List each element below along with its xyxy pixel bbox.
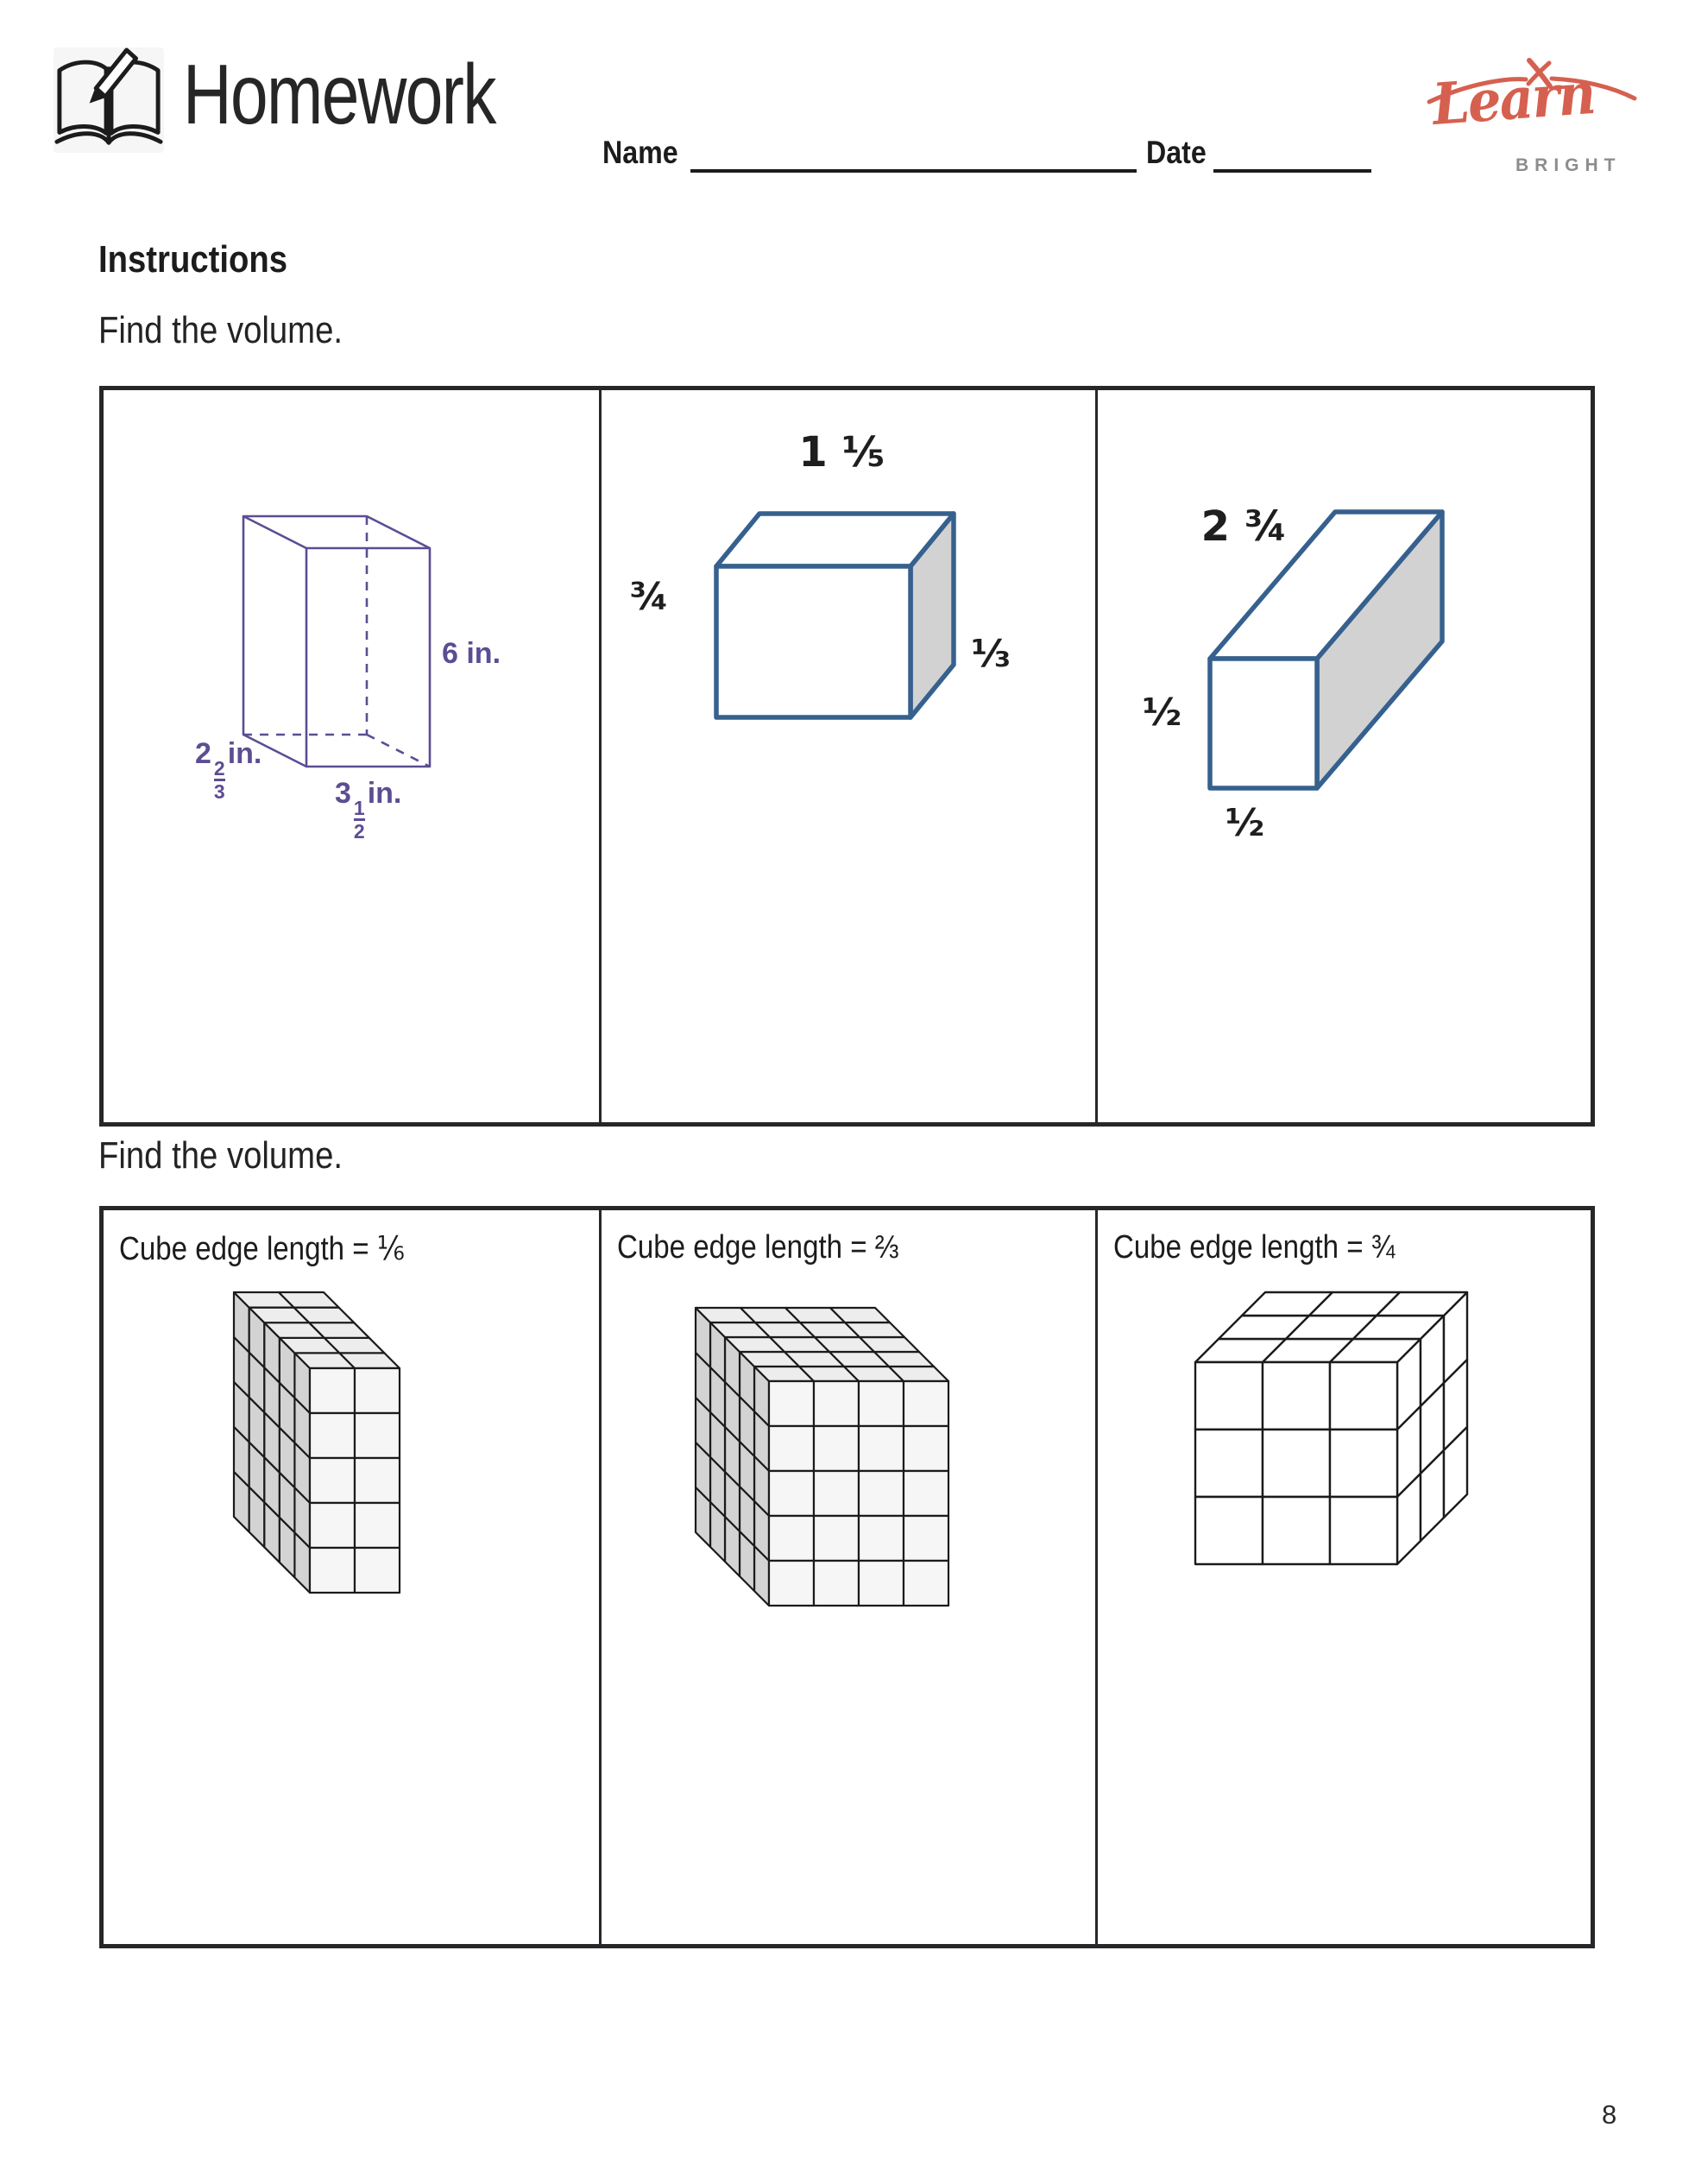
prism3-bottom-label: ½ [1225,801,1265,845]
instructions-heading: Instructions [98,238,288,281]
prism2-top-label: 1 ⅕ [798,428,885,477]
prism-cell-2 [599,390,1094,1122]
book-pencil-icon-svg [54,47,164,153]
task-text-2: Find the volume. [98,1134,343,1177]
unit-cube-figure-1 [231,1290,402,1600]
blue-box-prism-figure [602,390,1098,1124]
cube-header-3: Cube edge length = ¾ [1112,1229,1395,1266]
cube-block-svg [693,1305,951,1608]
prism-volume-table [99,386,1595,1127]
cube-header-2: Cube edge length = ⅔ [617,1229,899,1266]
task-text-1: Find the volume. [98,309,343,351]
cube-header-1: Cube edge length = ⅙ [119,1231,405,1267]
cube-cell-3 [1095,1210,1591,1944]
purple-prism-figure [104,390,600,1124]
name-blank-line[interactable] [690,169,1137,173]
unit-cube-figure-2 [693,1305,951,1613]
cube-cell-1 [104,1210,599,1944]
date-blank-line[interactable] [1213,169,1371,173]
cube-cell-2 [599,1210,1094,1944]
prism2-left-label: ¾ [629,575,669,619]
logo-bright-text: BRIGHT [1515,155,1622,175]
learn-bright-logo [1422,52,1647,183]
date-label: Date [1146,135,1207,170]
prism3-top-label: 2 ¾ [1200,502,1288,551]
prism-cell-1 [104,390,599,1122]
prism-cell-3 [1095,390,1591,1122]
cube-block-svg [231,1290,402,1595]
cube-volume-table [99,1206,1595,1948]
prism1-depth-label: 3 $\frac{1}{2}$ in. [335,777,402,843]
prism2-right-label: ⅓ [971,632,1011,676]
logo-learn-text: Learn [1430,60,1597,138]
page-title: Homework [183,47,495,142]
unit-cube-figure-3 [1193,1290,1470,1571]
prism1-height-label: 6 in. [442,637,501,670]
name-label: Name [602,135,678,170]
prism3-left-label: ½ [1142,691,1182,735]
cube-block-svg [1193,1290,1470,1567]
prism1-width-label: 2 $\frac{2}{3}$ in. [195,737,262,803]
page-number: 8 [1602,2099,1617,2130]
blue-long-prism-figure [1098,390,1594,1124]
book-pencil-icon [54,47,164,153]
